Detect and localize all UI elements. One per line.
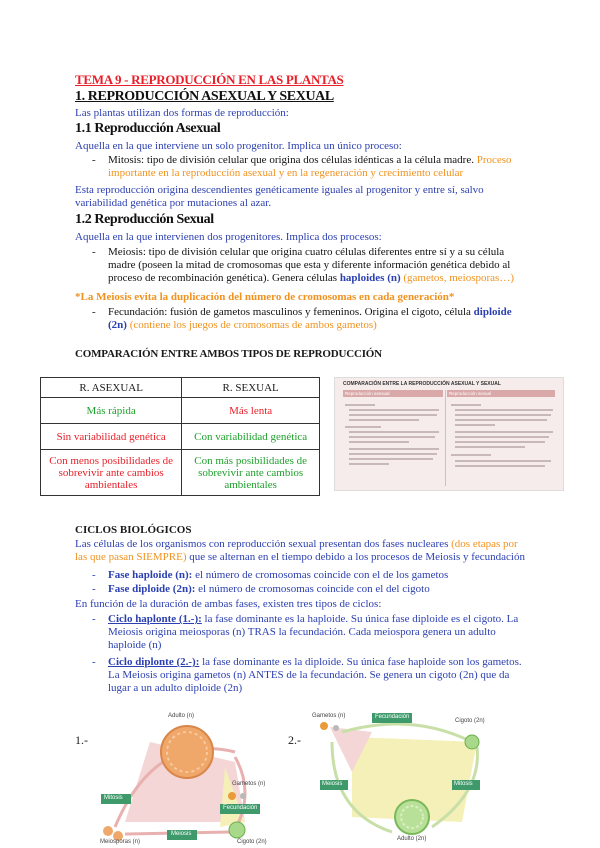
- thumb-line: [455, 424, 495, 426]
- fase-diploide-label: Fase diploide (2n):: [108, 583, 196, 595]
- fecundacion-note: (contiene los juegos de cromosomas de ambos gametos): [129, 319, 377, 331]
- bullet-dash: -: [92, 569, 96, 581]
- diagram-1-gametos: Gametos (n): [232, 781, 266, 787]
- meiosis-definition: Meiosis: tipo de división celular que origina cuatro células diferentes entre sí y a su célula madre (poseen la mitad de cromosomas que esta y diferente información genética debido al proceso de recombinación genética). Genera células: [108, 246, 511, 284]
- thumb-line: [349, 431, 439, 433]
- haplonte-cycle-diagram: [95, 712, 280, 848]
- bullet-dash: -: [92, 154, 96, 166]
- diagram-2-meiosis: Meiosis: [322, 781, 343, 787]
- diagram-1-meiosporas: Meiosporas (n): [100, 839, 141, 845]
- fase-haploide-text: el número de cromosomas coincide con el de los gametos: [195, 569, 449, 581]
- col-header-sexual: R. SEXUAL: [182, 378, 320, 398]
- comparison-table: [40, 377, 320, 496]
- thumb-line: [455, 446, 525, 448]
- asexual-intro: Aquella en la que interviene un solo progenitor. Implica un único proceso:: [75, 140, 402, 152]
- thumb-line: [349, 453, 437, 455]
- bullet-dash: -: [92, 613, 96, 625]
- thumb-line: [349, 414, 437, 416]
- haploid-term: haploides (n): [339, 272, 401, 284]
- ciclos-intro: [75, 538, 530, 564]
- thumb-line: [349, 441, 409, 443]
- diplonte-cycle-diagram: [312, 712, 502, 848]
- meiosis-examples: (gametos, meiosporas…): [403, 272, 514, 284]
- thumb-line: [451, 404, 481, 406]
- haplonte-text: la fase dominante es la haploide. Su única fase diploide es el cigoto. La Meiosis origina meiosporas (n) TRAS la fecundación. Cada meiospora genera un adulto haploide (n): [108, 613, 519, 651]
- bullet-dash: -: [92, 246, 96, 258]
- thumb-line: [455, 431, 553, 433]
- fecundacion-definition: Fecundación: fusión de gametos masculinos y femeninos. Origina el cigoto, célula: [108, 306, 471, 318]
- cell-sexual-variability: Con variabilidad genética: [182, 424, 320, 450]
- cell-sexual-speed: Más lenta: [182, 398, 320, 424]
- diagram-2-fecundacion: Fecundación: [375, 714, 410, 720]
- zygote-icon: [465, 735, 479, 749]
- thumb-line: [345, 426, 381, 428]
- diagram-1-mitosis: Mitosis: [104, 795, 123, 801]
- fase-haploide-label: Fase haploide (n):: [108, 569, 193, 581]
- gamete-icon: [333, 725, 339, 731]
- ciclos-intro-text2: que se alternan en el tiempo debido a los procesos de Meiosis y fecundación: [189, 551, 525, 563]
- bullet-dash: -: [92, 583, 96, 595]
- thumb-line: [349, 419, 419, 421]
- col-header-asexual: R. ASEXUAL: [41, 378, 182, 398]
- thumb-line: [455, 436, 549, 438]
- page-title: TEMA 9 - REPRODUCCIÓN EN LAS PLANTAS: [75, 72, 344, 87]
- mitosis-bullet: [108, 154, 528, 180]
- meiosis-note: *La Meiosis evita la duplicación del número de cromosomas en cada generación*: [75, 291, 455, 303]
- haplonte-label: Ciclo haplonte (1.-):: [108, 613, 202, 625]
- asexual-summary: Esta reproducción origina descendientes genéticamente iguales al progenitor y entre sí, salvo variabilidad genética por mutaciones al azar.: [75, 184, 484, 209]
- asexual-heading: 1.1 Reproducción Asexual: [75, 121, 221, 136]
- section-heading-1: 1. REPRODUCCIÓN ASEXUAL Y SEXUAL: [75, 89, 334, 104]
- fase-diploide-text: el número de cromosomas coincide con el del cigoto: [198, 583, 430, 595]
- diagram-2-cigoto: Cigoto (2n): [455, 718, 485, 724]
- sexual-intro: Aquella en la que intervienen dos progenitores. Implica dos procesos:: [75, 231, 382, 243]
- thumb-line: [455, 465, 545, 467]
- thumb-line: [455, 409, 553, 411]
- diagram-1-meiosis: Meiosis: [171, 831, 192, 837]
- ciclos-intro-text: Las células de los organismos con reproducción sexual presentan dos fases nucleares: [75, 538, 449, 550]
- thumb-col2: Reproducción sexual: [449, 391, 492, 396]
- diagram-1-fecundacion: Fecundación: [223, 805, 258, 811]
- diagram-2-gametos: Gametos (n): [312, 713, 346, 719]
- thumb-line: [455, 414, 551, 416]
- diagram-1-cigoto: Cigoto (2n): [237, 839, 267, 845]
- mitosis-note: Proceso importante en la reproducción asexual y en la regeneración y crecimiento celular: [108, 154, 512, 179]
- sexual-heading: 1.2 Reproducción Sexual: [75, 212, 214, 227]
- thumb-col1: Reproducción asexual: [345, 391, 390, 396]
- cell-asexual-variability: Sin variabilidad genética: [41, 424, 182, 450]
- diagram-1-number: 1.-: [75, 733, 88, 747]
- meiospore-icon: [103, 826, 113, 836]
- thumb-line: [349, 436, 435, 438]
- gamete-icon: [228, 792, 236, 800]
- bullet-dash: -: [92, 656, 96, 668]
- thumb-title: COMPARACIÓN ENTRE LA REPRODUCCIÓN ASEXUAL Y SEXUAL: [343, 381, 501, 387]
- thumb-line: [349, 463, 389, 465]
- ciclos-intro-note: (dos etapas por las que pasan SIEMPRE): [75, 538, 518, 563]
- thumb-line: [455, 419, 547, 421]
- cell-asexual-speed: Más rápida: [41, 398, 182, 424]
- diagram-2-mitosis: Mitosis: [454, 781, 473, 787]
- types-intro: En función de la duración de ambas fases, existen tres tipos de ciclos:: [75, 598, 382, 610]
- diploid-term: diploide (2n): [108, 306, 512, 331]
- diplonte-text: la fase dominante es la diploide. Su única fase haploide son los gametos. La Meiosis origina gametos (n) ANTES de la fecundación. Se genera un cigoto (2n) que da lugar a un adulto diploide (2n): [108, 656, 522, 694]
- thumb-line: [451, 454, 491, 456]
- thumb-line: [349, 409, 439, 411]
- bullet-dash: -: [92, 306, 96, 318]
- gamete-icon: [240, 793, 246, 799]
- diplonte-item: [108, 656, 528, 695]
- thumb-line: [349, 458, 433, 460]
- thumb-line: [349, 448, 439, 450]
- adult-organism-icon: [161, 726, 213, 778]
- mitosis-definition: Mitosis: tipo de división celular que origina dos células idénticas a la célula madre.: [108, 154, 474, 166]
- ciclos-heading: CICLOS BIOLÓGICOS: [75, 524, 192, 536]
- diagram-2-adulto: Adulto (2n): [397, 836, 427, 842]
- comparison-heading: COMPARACIÓN ENTRE AMBOS TIPOS DE REPRODUCCIÓN: [75, 348, 382, 360]
- diagram-2-number: 2.-: [288, 733, 301, 747]
- thumb-line: [455, 441, 545, 443]
- thumb-line: [455, 460, 551, 462]
- section-1-intro: Las plantas utilizan dos formas de reproducción:: [75, 107, 289, 119]
- zygote-icon: [229, 822, 245, 838]
- haplonte-item: [108, 613, 528, 652]
- diagram-1-adulto: Adulto (n): [168, 713, 195, 719]
- textbook-comparison-image: [334, 377, 564, 491]
- fase-haploide-item: [108, 569, 528, 582]
- diplonte-label: Ciclo diplonte (2.-):: [108, 656, 200, 668]
- fase-diploide-item: [108, 583, 528, 596]
- thumb-divider: [445, 390, 446, 486]
- meiosis-bullet: [108, 246, 528, 285]
- thumb-line: [345, 404, 375, 406]
- cell-asexual-survival: Con menos posibilidades de sobrevivir ante cambios ambientales: [41, 450, 182, 496]
- fecundacion-bullet: [108, 306, 528, 332]
- gamete-icon: [320, 722, 328, 730]
- cell-sexual-survival: Con más posibilidades de sobrevivir ante cambios ambientales: [182, 450, 320, 496]
